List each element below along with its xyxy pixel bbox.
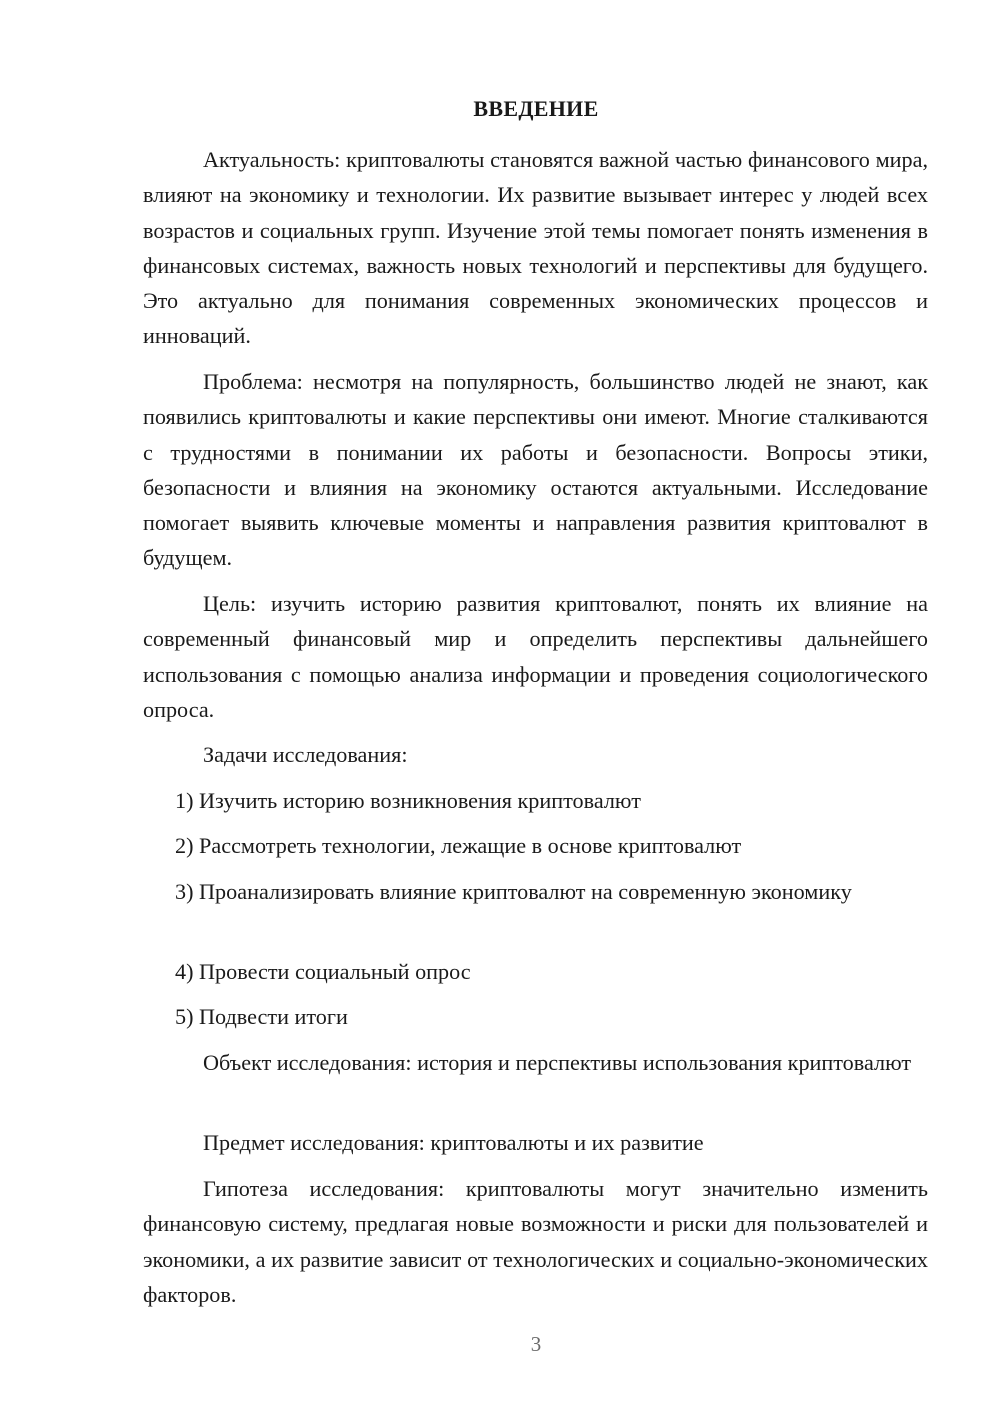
page-number: 3 — [530, 1332, 542, 1356]
relevance-paragraph: Актуальность: криптовалюты становятся важной частью финансового мира, влияют на экономику и технологии. Их развитие вызывает интерес у людей всех возрастов и социальных групп. Изучение этой темы помогает понять изменения в финансовых системах, важность новых технологий и перспективы для будущего. Это актуально для понимания современных экономических процессов и инноваций. — [143, 147, 928, 349]
hypothesis-paragraph: Гипотеза исследования: криптовалюты могут значительно изменить финансовую систему, предлагая новые возможности и риски для пользователей и экономики, а их развитие зависит от технологических и социально-экономических факторов. — [143, 1176, 928, 1307]
tasks-heading: Задачи исследования: — [203, 742, 408, 767]
task-item: 3) Проанализировать влияние криптовалют на современную экономику — [175, 879, 852, 904]
page-title: ВВЕДЕНИЕ — [473, 96, 599, 121]
task-item: 4) Провести социальный опрос — [175, 959, 471, 984]
problem-paragraph: Проблема: несмотря на популярность, большинство людей не знают, как появились криптовалюты и какие перспективы они имеют. Многие сталкиваются с трудностями в понимании их работы и безопасности. Вопросы этики, безопасности и влияния на экономику остаются актуальными. Исследование помогает выявить ключевые моменты и направления развития криптовалют в будущем. — [143, 369, 928, 571]
task-item: 5) Подвести итоги — [175, 1004, 348, 1029]
goal-paragraph: Цель: изучить историю развития криптовалют, понять их влияние на современный финансовый мир и определить перспективы дальнейшего использования с помощью анализа информации и проведения социологического опроса. — [143, 591, 928, 722]
object-paragraph: Объект исследования: история и перспективы использования криптовалют — [203, 1050, 912, 1075]
task-item: 1) Изучить историю возникновения криптовалют — [175, 788, 641, 813]
task-item: 2) Рассмотреть технологии, лежащие в основе криптовалют — [175, 833, 742, 858]
subject-paragraph: Предмет исследования: криптовалюты и их развитие — [203, 1130, 704, 1155]
